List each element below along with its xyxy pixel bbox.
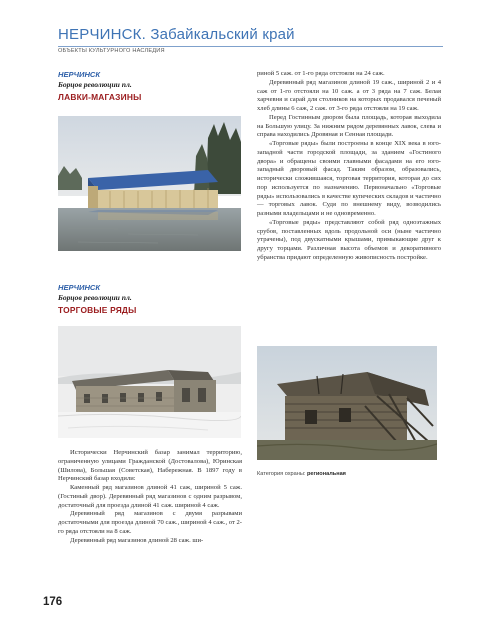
left-text-column [58,449,242,545]
left-paragraph: Деревянный ряд магазинов длиной 28 саж. ши- [70,536,204,544]
entry-2-address: Борцов революции пл. [58,293,132,302]
right-paragraph: «Торговые ряды» были построены в конце XIX века в юго-западной части городской площади, за зданием «Гостиного двора» и обращены своими главными фасадами на его юго-западный дворовый фасад. Таким образом, образовались, исторически сложившаяся, торговая территория, которая до сих пор используется по назначению. Первоначально «Торговые ряды» использовались в качестве купеческих складов и частично — торговых лавок. Судя по внешнему виду, возводились разными владельцами и не одновременно. [257,140,441,217]
right-paragraph: риной 5 саж. от 1-го ряда отстояли на 24 саж. [257,70,385,77]
entry-2-object: ТОРГОВЫЕ РЯДЫ [58,305,137,315]
entry-2-town: НЕРЧИНСК [58,283,101,292]
photo-shops-flooded [58,116,241,251]
entry-1-object: ЛАВКИ-МАГАЗИНЫ [58,92,142,102]
left-paragraph: Каменный ряд магазинов длиной 41 саж, шириной 5 саж. (Гостиный двор). Деревянный ряд магазинов с одним разрывом, достаточный для проезда длиной 41 саж. шириной 4 саж. [58,484,242,509]
caption-label: Категория охраны: [257,471,306,477]
right-paragraph: Деревянный ряд магазинов длиной 19 саж., шириной 2 и 4 саж от 1-го отстояли на 10 саж. а от 3 ряда на 7 саж. Белая харчевня и сарай для столников на которых продавался печеный хлеб длины 6 саж, 2 саж. от 3-го ряда отстояли на 19 саж. [257,78,441,112]
header-rule [58,46,443,47]
photo-ruined-building [257,346,437,460]
photo-trade-rows-winter [58,326,241,438]
caption-value: региональная [307,471,346,477]
page-subtitle: ОБЪЕКТЫ КУЛЬТУРНОГО НАСЛЕДИЯ [58,48,165,54]
entry-1-address: Борцов революции пл. [58,80,132,89]
left-paragraph: Исторически Нерчинский базар занимал территорию, ограниченную улицами Гражданской (Достовалова), Юринская (Шилова), Большая (Советская), Набережная. В 1897 году в Нерчинский базар входили: [58,449,242,483]
page-number: 176 [43,596,63,608]
photo-caption [257,471,346,477]
right-paragraph: Перед Гостинным двором была площадь, которая выходила на Большую улицу. За нижним рядом деревянных лавок, слева и справа находились Дровяная и Сенная площади. [257,113,441,139]
right-text-column [257,70,441,263]
left-paragraph: Деревянный ряд магазинов с двумя разрывами достаточными для проезда длиной 70 саж., шириной 4 саж., от 2-го ряда отстояли на 8 саж. [58,510,242,535]
right-paragraph: «Торговые ряды» представляют собой ряд одноэтажных срубов, поставленных вдоль продольной оси (ныне частично утрачены), под двускатными крышами, примыкающие друг к другу торцами. Различная высота объемов и декоративного убранства придают определенную живописность постройке. [257,218,441,261]
page-title: НЕРЧИНСК. Забайкальский край [58,26,295,43]
entry-1-town: НЕРЧИНСК [58,70,101,79]
